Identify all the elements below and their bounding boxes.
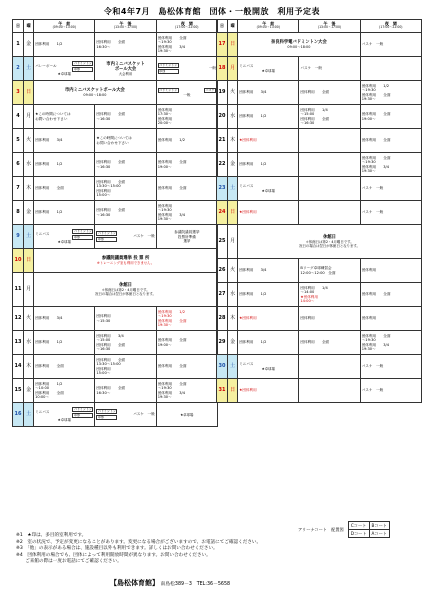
slot: バドミントン バスケ 一般 — [156, 81, 217, 105]
slot: ミニバス ★卓球場 — [238, 355, 299, 379]
day-row-28: 28 木 ★団体利用 団体利用 団体利用 — [217, 307, 422, 331]
slot: 団体利用 1/2 — [238, 105, 299, 129]
slot: 団体利用 ～15:30 — [95, 307, 156, 331]
slot: バスケ 一般 — [360, 355, 421, 379]
slot: 団体利用 1/2 — [156, 129, 217, 153]
note-3: ※3 「他」の表示がある場合は、施設種目以外も利用できます。詳しくはお問い合わせください。 — [16, 546, 218, 551]
slot: 団体利用 1/2 — [238, 283, 299, 307]
footer — [110, 578, 230, 588]
slot: 団体利用 全面 ～19:30 団体利用 3/4 19:30～ — [156, 379, 217, 403]
day-row-16: 16 土 ミニバス バドミントン 卓球 ★卓球場 バドミントン 卓球 バスケ 一般 ★卓球場 — [13, 403, 218, 427]
page-title: 令和4年7月 島松体育館 団体・一般開放 利用予定表 — [103, 7, 321, 16]
note-4: ※4 団体利用の場合でも、団体によって利用開放時間が異なります。お問い合わせください。 — [16, 552, 211, 558]
col-night: 夜 間 (17:00～22:00) — [156, 20, 217, 33]
slot: 団体利用 — [360, 259, 421, 283]
slot — [299, 177, 360, 201]
slot: 団体利用 全面 13:30～15:00 団体利用 15:00～ — [95, 355, 156, 379]
slot: ミニバス ★卓球場 — [238, 177, 299, 201]
slot: 団体利用 全面 ～19:30 団体利用 3/4 19:30～ — [156, 33, 217, 57]
slot: ★団体利用 — [238, 379, 299, 403]
event: 市内ミニバスケットボール大会 09:00～18:00 — [34, 81, 157, 105]
slot: バスケ 一般 — [360, 177, 421, 201]
slot: 団体利用 全面 19:00～ — [156, 153, 217, 177]
slot: 団体利用 1/2 ～19:30 団体利用 全面 19:30～ — [360, 81, 421, 105]
court-grid: Cコート Bコート Dコート Aコート — [348, 521, 390, 538]
day-row-5: 5 火 団体利用 3/4 ★この時間については お問い合わせ下さい 団体利用 1/2 — [13, 129, 218, 153]
slot: ★団体利用 — [238, 129, 299, 153]
day-row-29: 29 金 団体利用 1/2 団体利用 全面 団体利用 全面 ～19:30 団体利用 3/4 19:30～ — [217, 331, 422, 355]
slot: 団体利用 1/2 — [34, 153, 95, 177]
slot: 団体利用 1/2 — [34, 331, 95, 355]
slot: 団体利用 全面 — [360, 283, 421, 307]
slot: ミニバス バドミントン 卓球 ★卓球場 — [34, 403, 95, 427]
slot: 団体利用 全面 13:30～15:00 団体利用 15:00～ — [95, 177, 156, 201]
day-row-27: 27 水 団体利用 1/2 団体利用 1/4 ～14:00 ★団体利用 14:00～ 団体利用 全面 — [217, 283, 422, 307]
slot: 団体利用 1/2 ～19:30 団体利用 全面 19:30～ — [156, 307, 217, 331]
slot: バスケ 一般 — [360, 201, 421, 225]
day-row-14: 14 木 団体利用 全面 団体利用 全面 13:30～15:00 団体利用 15:00～ 団体利用 全面 — [13, 355, 218, 379]
slot: 団体利用 全面 ～16:30 — [95, 153, 156, 177]
note-2: ※2 室の状況で、予定が変更になることがあります。変更になる場合がございますので、お電話にてご確認ください。 — [16, 539, 262, 545]
col-morning: 午 前 (09:00～13:00) — [34, 20, 95, 33]
event: 参議院議員選挙 投 票 所 ※トレーニング室も利用できません。 — [34, 249, 218, 273]
note-5: ご来館の際は一度お電話にてご確認ください。 — [16, 559, 122, 564]
day-row-13: 13 水 団体利用 1/2 団体利用 3/4 ～15:00 団体利用 全面 ～16:30 団体利用 全面 19:00～ — [13, 331, 218, 355]
slot — [299, 379, 360, 403]
slot: バスケ 一般 — [360, 379, 421, 403]
slot: 団体利用 全面 16:30～ — [95, 379, 156, 403]
slot: ★卓球場 — [156, 403, 217, 427]
day-row-26: 26 火 団体利用 3/4 Bリーグ卓球練習会 12:00～12:00 全面 団体利用 — [217, 259, 422, 283]
day-row-21: 21 木 ★団体利用 団体利用 全面 — [217, 129, 422, 153]
slot: 団体利用 3/4 — [34, 307, 95, 331]
slot: 団体利用 3/4 — [238, 81, 299, 105]
slot: 団体利用 — [299, 307, 360, 331]
slot: バスケ 一般 — [299, 57, 360, 81]
slot: バドミントン 卓球 バスケ 一般 — [95, 403, 156, 427]
day-row-6: 6 水 団体利用 1/2 団体利用 全面 ～16:30 団体利用 全面 19:00～ — [13, 153, 218, 177]
day-row-11: 11 月 休館日 ＊休館日は第2・4月曜日です。 祝日の場合は翌日が休館日となります。 — [13, 273, 218, 307]
day-row-2: 2 土 バレーボール バドミントン 卓球 ★卓球場 市内ミニバスケット ボール大会 大会利用 バドミントン 卓球 一般 — [13, 57, 218, 81]
slot: バレーボール バドミントン 卓球 ★卓球場 — [34, 57, 95, 81]
slot — [299, 355, 360, 379]
slot: 団体利用 全面 ～16:30 — [95, 201, 156, 225]
schedule-table-right: 日 曜 午 前 (09:00～13:00) 午 後 (13:00～17:00) 夜 間 (17:00～22:00) 17 日 奈良科学電バドミントン大会 09:00～18:00 バスケ 一般 18 月 ミニバス ★卓球場 バスケ 一般 19 火 団体利用 3/4 団体利用 全面 団体利用 1/2 ～19:30 団体利用 全面 19:30～ 20 水 団体利用 1/2 団体利用 1/4 ～15:00 団体利用 全面 ～16:30 団体利用 全面 19:00～ 21 木 ★団体利用 団体利用 全面 22 金 団体利用 1/2 団体利用 全面 ～19:30 団体利用 3/4 19:30～ 23 土 ミニバス ★卓球場 バスケ 一般 24 日 ★団体利用 バスケ 一般 25 月 休館日 ＊休館日は第2・4月曜日です。 祝日の場合は翌日が休館日となります。 26 火 団体利用 3/4 Bリーグ卓球練習会 12:00～12:00 全面 団体利用 27 水 団体利用 1/2 団体利用 1/4 ～14:00 ★団体利用 14:00～ 団体利用 全面 28 木 ★団体利用 団体利用 団体利用 29 金 団体利用 1/2 団体利用 全面 団体利用 全面 ～19:30 団体利用 3/4 19:30～ 30 土 ミニバス ★卓球場 バスケ 一般 31 日 ★団体利用 バスケ 一般 — [216, 19, 422, 403]
day-row-19: 19 火 団体利用 3/4 団体利用 全面 団体利用 1/2 ～19:30 団体利用 全面 19:30～ — [217, 81, 422, 105]
slot: 団体利用 1/2 — [238, 331, 299, 355]
slot: 団体利用 全面 ～19:30 団体利用 3/4 19:30～ — [360, 331, 421, 355]
slot: 市内ミニバスケット ボール大会 大会利用 — [95, 57, 156, 81]
slot: 団体利用 3/4 — [238, 259, 299, 283]
schedule-table-left — [12, 19, 218, 427]
day-row-3: 3 日 市内ミニバスケットボール大会 09:00～18:00 バドミントン バスケ 一般 — [13, 81, 218, 105]
day-row-23: 23 土 ミニバス ★卓球場 バスケ 一般 — [217, 177, 422, 201]
notes — [16, 533, 411, 566]
slot: 団体利用 全面 — [156, 177, 217, 201]
day-row-15: 15 金 団体利用 1/2 ～10:00 団体利用 全面 10:00～ 団体利用 全面 16:30～ 団体利用 全面 ～19:30 団体利用 3/4 19:30～ — [13, 379, 218, 403]
col-afternoon: 午 後 (13:00～17:00) — [95, 20, 156, 33]
day-row-25: 25 月 休館日 ＊休館日は第2・4月曜日です。 祝日の場合は翌日が休館日となります。 — [217, 225, 422, 259]
day-row-10: 10 日 参議院議員選挙 投 票 所 ※トレーニング室も利用できません。 — [13, 249, 218, 273]
closed-day: 休館日 ＊休館日は第2・4月曜日です。 祝日の場合は翌日が休館日となります。 — [34, 273, 218, 307]
facility-address: 南島松389－3 TEL:36－5658 — [160, 582, 231, 587]
slot: 団体利用 17:30～ 団体利用 20:00～ — [156, 105, 217, 129]
slot: 団体利用 全面 ～19:30 団体利用 3/4 19:30～ — [360, 153, 421, 177]
court-layout-label: アリーナコート 配置図 — [298, 526, 344, 532]
day-row-22: 22 金 団体利用 1/2 団体利用 全面 ～19:30 団体利用 3/4 19:30～ — [217, 153, 422, 177]
day-row-8: 8 金 団体利用 1/2 団体利用 全面 ～16:30 団体利用 ～19:30 団体利用 3/4 19:30～ — [13, 201, 218, 225]
slot: ★団体利用 — [238, 307, 299, 331]
note-1: ※1 ★印は、多目的室利用です。 — [16, 533, 87, 538]
slot: 団体利用 全面 19:00～ — [156, 331, 217, 355]
slot: 団体利用 1/2 — [34, 201, 95, 225]
slot: 団体利用 1/4 ～15:00 団体利用 全面 ～16:30 — [299, 105, 360, 129]
slot: 団体利用 全面 19:00～ — [360, 105, 421, 129]
slot: 団体利用 全面 — [299, 331, 360, 355]
day-row-20: 20 水 団体利用 1/2 団体利用 1/4 ～15:00 団体利用 全面 ～16:30 団体利用 全面 19:00～ — [217, 105, 422, 129]
slot: ★この時間については お問い合わせ下さい — [95, 129, 156, 153]
slot: 団体利用 全面 ～16:30 — [95, 105, 156, 129]
slot: 団体利用 1/2 — [34, 33, 95, 57]
slot: 団体利用 1/4 ～14:00 ★団体利用 14:00～ — [299, 283, 360, 307]
slot: 団体利用 1/2 — [238, 153, 299, 177]
day-row-17: 17 日 奈良科学電バドミントン大会 09:00～18:00 バスケ 一般 — [217, 33, 422, 57]
slot: 団体利用 ～19:30 団体利用 3/4 19:30～ — [156, 201, 217, 225]
slot: 団体利用 全面 — [34, 177, 95, 201]
slot: 団体利用 全面 16:30～ — [95, 33, 156, 57]
slot: 参議院議員選挙 投票所準備 選挙 — [156, 225, 217, 249]
slot: 団体利用 — [360, 307, 421, 331]
slot: 団体利用 3/4 ～15:00 団体利用 全面 ～16:30 — [95, 331, 156, 355]
event: 奈良科学電バドミントン大会 09:00～18:00 — [238, 33, 361, 57]
slot: 団体利用 全面 — [360, 129, 421, 153]
slot: Bリーグ卓球練習会 12:00～12:00 全面 — [299, 259, 360, 283]
slot: ★この時間については お問い合わせ下さい — [34, 105, 95, 129]
day-row-18: 18 月 ミニバス ★卓球場 バスケ 一般 — [217, 57, 422, 81]
day-row-9: 9 土 ミニバス バドミントン 卓球 ★卓球場 バドミントン 卓球 バスケ 一般 参議院議員選挙 投票所準備 選挙 — [13, 225, 218, 249]
day-row-7: 7 木 団体利用 全面 団体利用 全面 13:30～15:00 団体利用 15:00～ 団体利用 全面 — [13, 177, 218, 201]
day-row-4: 4 月 ★この時間については お問い合わせ下さい 団体利用 全面 ～16:30 団体利用 17:30～ 団体利用 20:00～ — [13, 105, 218, 129]
slot — [299, 129, 360, 153]
slot: 団体利用 3/4 — [34, 129, 95, 153]
col-day: 日 — [13, 20, 24, 33]
slot: 団体利用 1/2 ～10:00 団体利用 全面 10:00～ — [34, 379, 95, 403]
day-row-1: 1 金 団体利用 1/2 団体利用 全面 16:30～ 団体利用 全面 ～19:30 団体利用 3/4 19:30～ — [13, 33, 218, 57]
slot: ミニバス バドミントン 卓球 ★卓球場 — [34, 225, 95, 249]
slot: 団体利用 全面 — [299, 81, 360, 105]
facility-name: 【島松体育館】 — [110, 579, 159, 587]
closed-day: 休館日 ＊休館日は第2・4月曜日です。 祝日の場合は翌日が休館日となります。 — [238, 225, 422, 259]
slot: 団体利用 全面 — [34, 355, 95, 379]
day-row-12: 12 火 団体利用 3/4 団体利用 ～15:30 団体利用 1/2 ～19:30 団体利用 全面 19:30～ — [13, 307, 218, 331]
slot: バスケ 一般 — [360, 33, 421, 57]
slot: ミニバス ★卓球場 — [238, 57, 299, 81]
slot: ★団体利用 — [238, 201, 299, 225]
slot: 団体利用 全面 — [156, 355, 217, 379]
slot: バドミントン 卓球 一般 — [156, 57, 217, 81]
day-row-31: 31 日 ★団体利用 バスケ 一般 — [217, 379, 422, 403]
day-row-24: 24 日 ★団体利用 バスケ 一般 — [217, 201, 422, 225]
slot — [360, 57, 421, 81]
day-row-30: 30 土 ミニバス ★卓球場 バスケ 一般 — [217, 355, 422, 379]
slot — [299, 201, 360, 225]
slot: バドミントン 卓球 バスケ 一般 — [95, 225, 156, 249]
slot — [299, 153, 360, 177]
col-weekday: 曜 — [24, 20, 34, 33]
